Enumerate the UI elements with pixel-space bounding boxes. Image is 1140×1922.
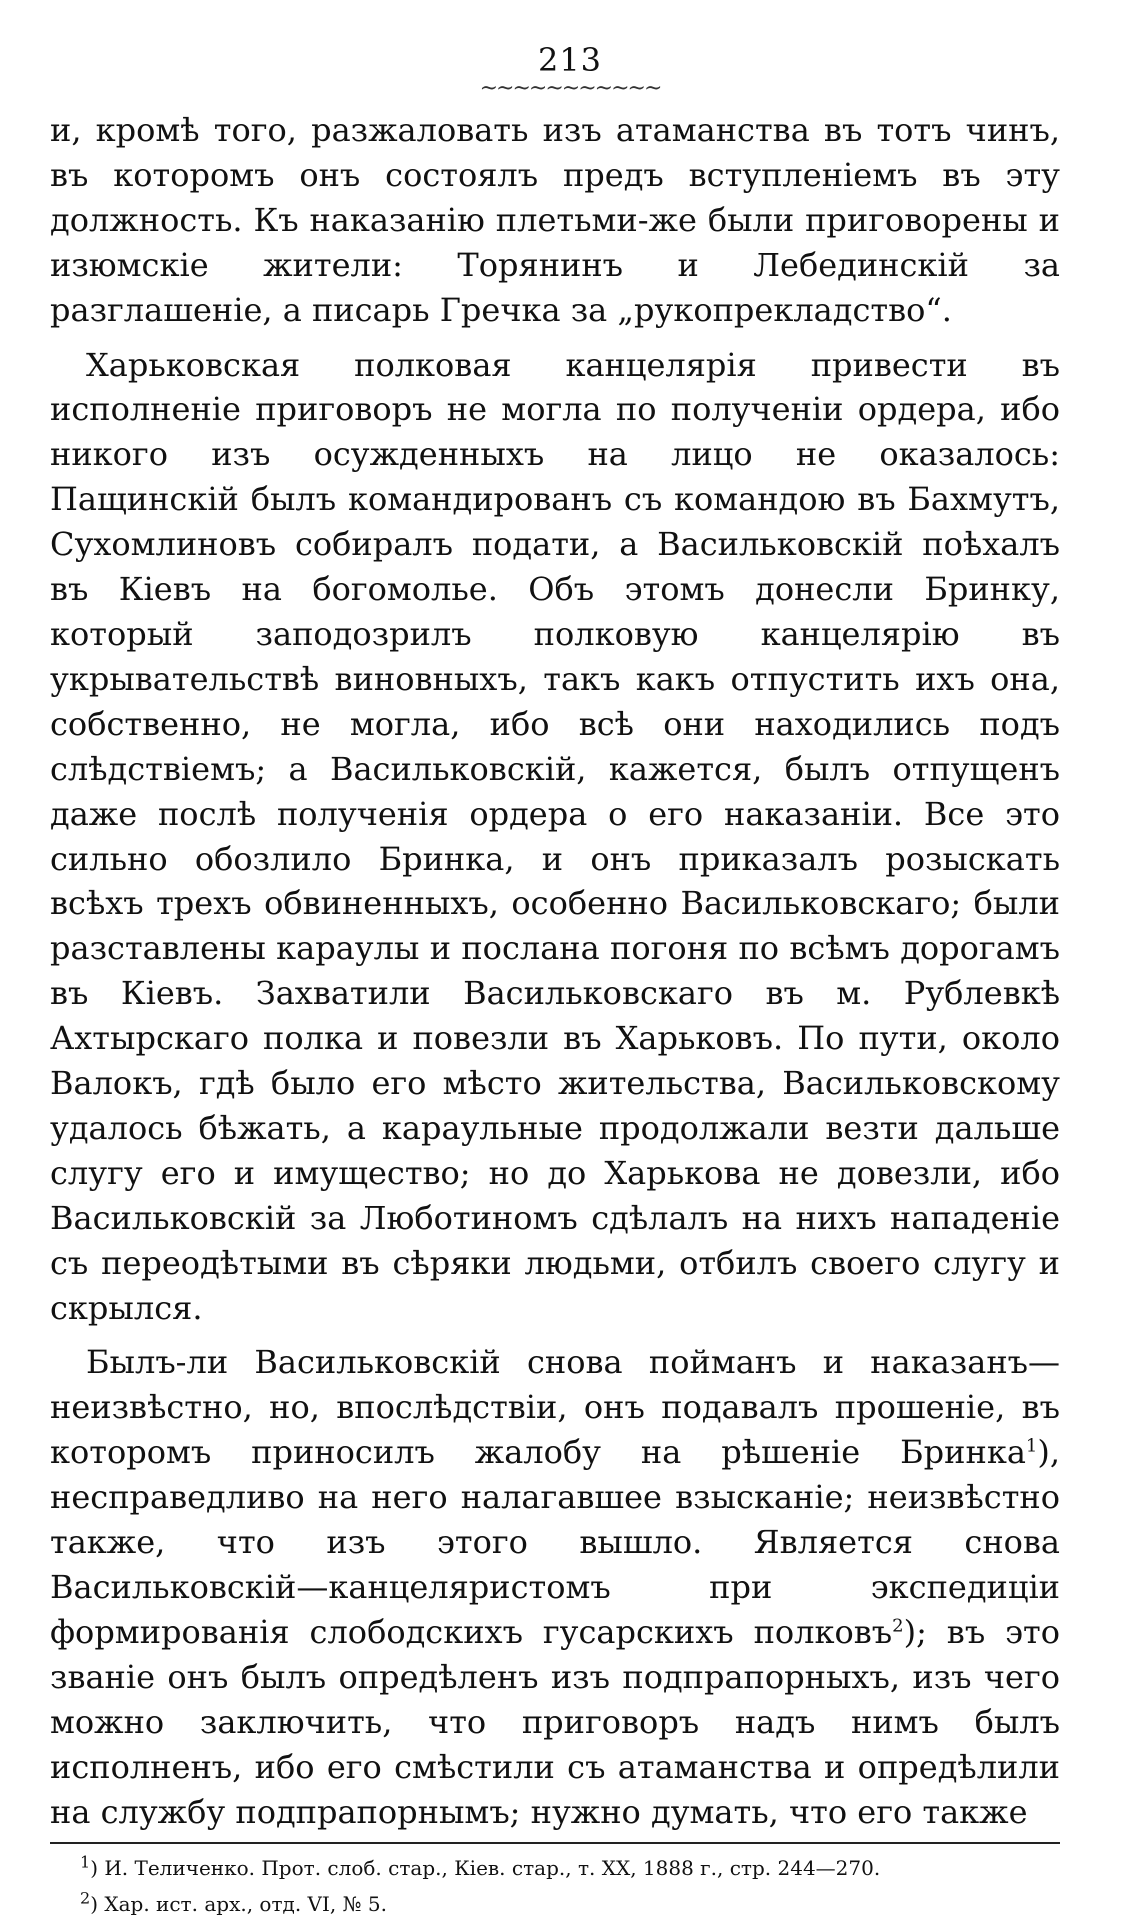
paragraph-3-part-2: ), несправедливо на него налагавшее взысканіе; неизвѣстно также, что изъ этого вышло. Является снова Васильковскій—канцеляристомъ при экспедиціи формированія слободскихъ гусарскихъ полковъ xyxy=(50,1433,1060,1651)
page-number: 213 xyxy=(537,41,603,79)
paragraph-2: Харьковская полковая канцелярія привести въ исполненіе приговоръ не могла по полученіи ордера, ибо никого изъ осужденныхъ на лицо не оказалось: Пащинскій былъ командированъ съ командою въ Бахмутъ, Сухомлиновъ собиралъ подати, а Васильковскій поѣхалъ въ Кіевъ на богомолье. Объ этомъ донесли Бринку, который заподозрилъ полковую канцелярію въ укрывательствѣ виновныхъ, такъ какъ отпустить ихъ она, собственно, не могла, ибо всѣ они находились подъ слѣдствіемъ; а Васильковскій, кажется, былъ отпущенъ даже послѣ полученія ордера о его наказаніи. Все это сильно обозлило Бринка, и онъ приказалъ розыскать всѣхъ трехъ обвиненныхъ, особенно Васильковскаго; были разставлены караулы и послана погоня по всѣмъ дорогамъ въ Кіевъ. Захватили Васильковскаго въ м. Рублевкѣ Ахтырскаго полка и повезли въ Харьковъ. По пути, около Валокъ, гдѣ было его мѣсто жительства, Васильковскому удалось бѣжать, а караульные продолжали везти дальше слугу его и имущество; но до Харькова не довезли, ибо Васильковскій за Люботиномъ сдѣлалъ на нихъ нападеніе съ переодѣтыми въ сѣряки людьми, отбилъ своего слугу и скрылся. xyxy=(50,345,1060,1327)
body-text xyxy=(50,108,1060,1834)
footnote-2 xyxy=(50,1886,1060,1922)
paragraph-3 xyxy=(50,1340,1060,1834)
footnote-marker: 1 xyxy=(80,1852,91,1872)
footnote-ref-1: 1 xyxy=(1025,1435,1038,1457)
document-page xyxy=(50,40,1060,1922)
footnote-divider xyxy=(50,1842,1060,1844)
paragraph-3-part-1: Былъ-ли Васильковскій снова пойманъ и наказанъ—неизвѣстно, но, впослѣдствіи, онъ подавалъ прошеніе, въ которомъ приносилъ жалобу на рѣшеніе Бринка xyxy=(50,1343,1060,1472)
paragraph-3-part-3: ); въ это званіе онъ былъ опредѣленъ изъ подпрапорныхъ, изъ чего можно заключить, что приговоръ надъ нимъ былъ исполненъ, ибо его смѣстили съ атаманства и опредѣлили на службу подпрапорнымъ; нужно думать, что его также xyxy=(50,1612,1061,1831)
footnote-1 xyxy=(50,1850,1060,1886)
footnote-text: ) Хар. ист. арх., отд. VI, № 5. xyxy=(90,1892,387,1917)
footnotes xyxy=(50,1850,1060,1922)
paragraph-1: и, кромѣ того, разжаловать изъ атаманства въ тотъ чинъ, въ которомъ онъ состоялъ предъ вступленіемъ въ эту должность. Къ наказанію плетьми-же были приговорены и изюмскіе жители: Торянинъ и Лебединскій за разглашеніе, а писарь Гречка за „рукопрекладство“. xyxy=(50,111,1060,329)
footnote-marker: 2 xyxy=(80,1888,91,1908)
footnote-text: ) И. Теличенко. Прот. слоб. стар., Кіев. стар., т. XX, 1888 г., стр. 244—270. xyxy=(90,1856,881,1881)
page-number-ornament: ~~~~~~~~~~~ xyxy=(479,76,661,101)
footnote-ref-2: 2 xyxy=(892,1615,904,1637)
